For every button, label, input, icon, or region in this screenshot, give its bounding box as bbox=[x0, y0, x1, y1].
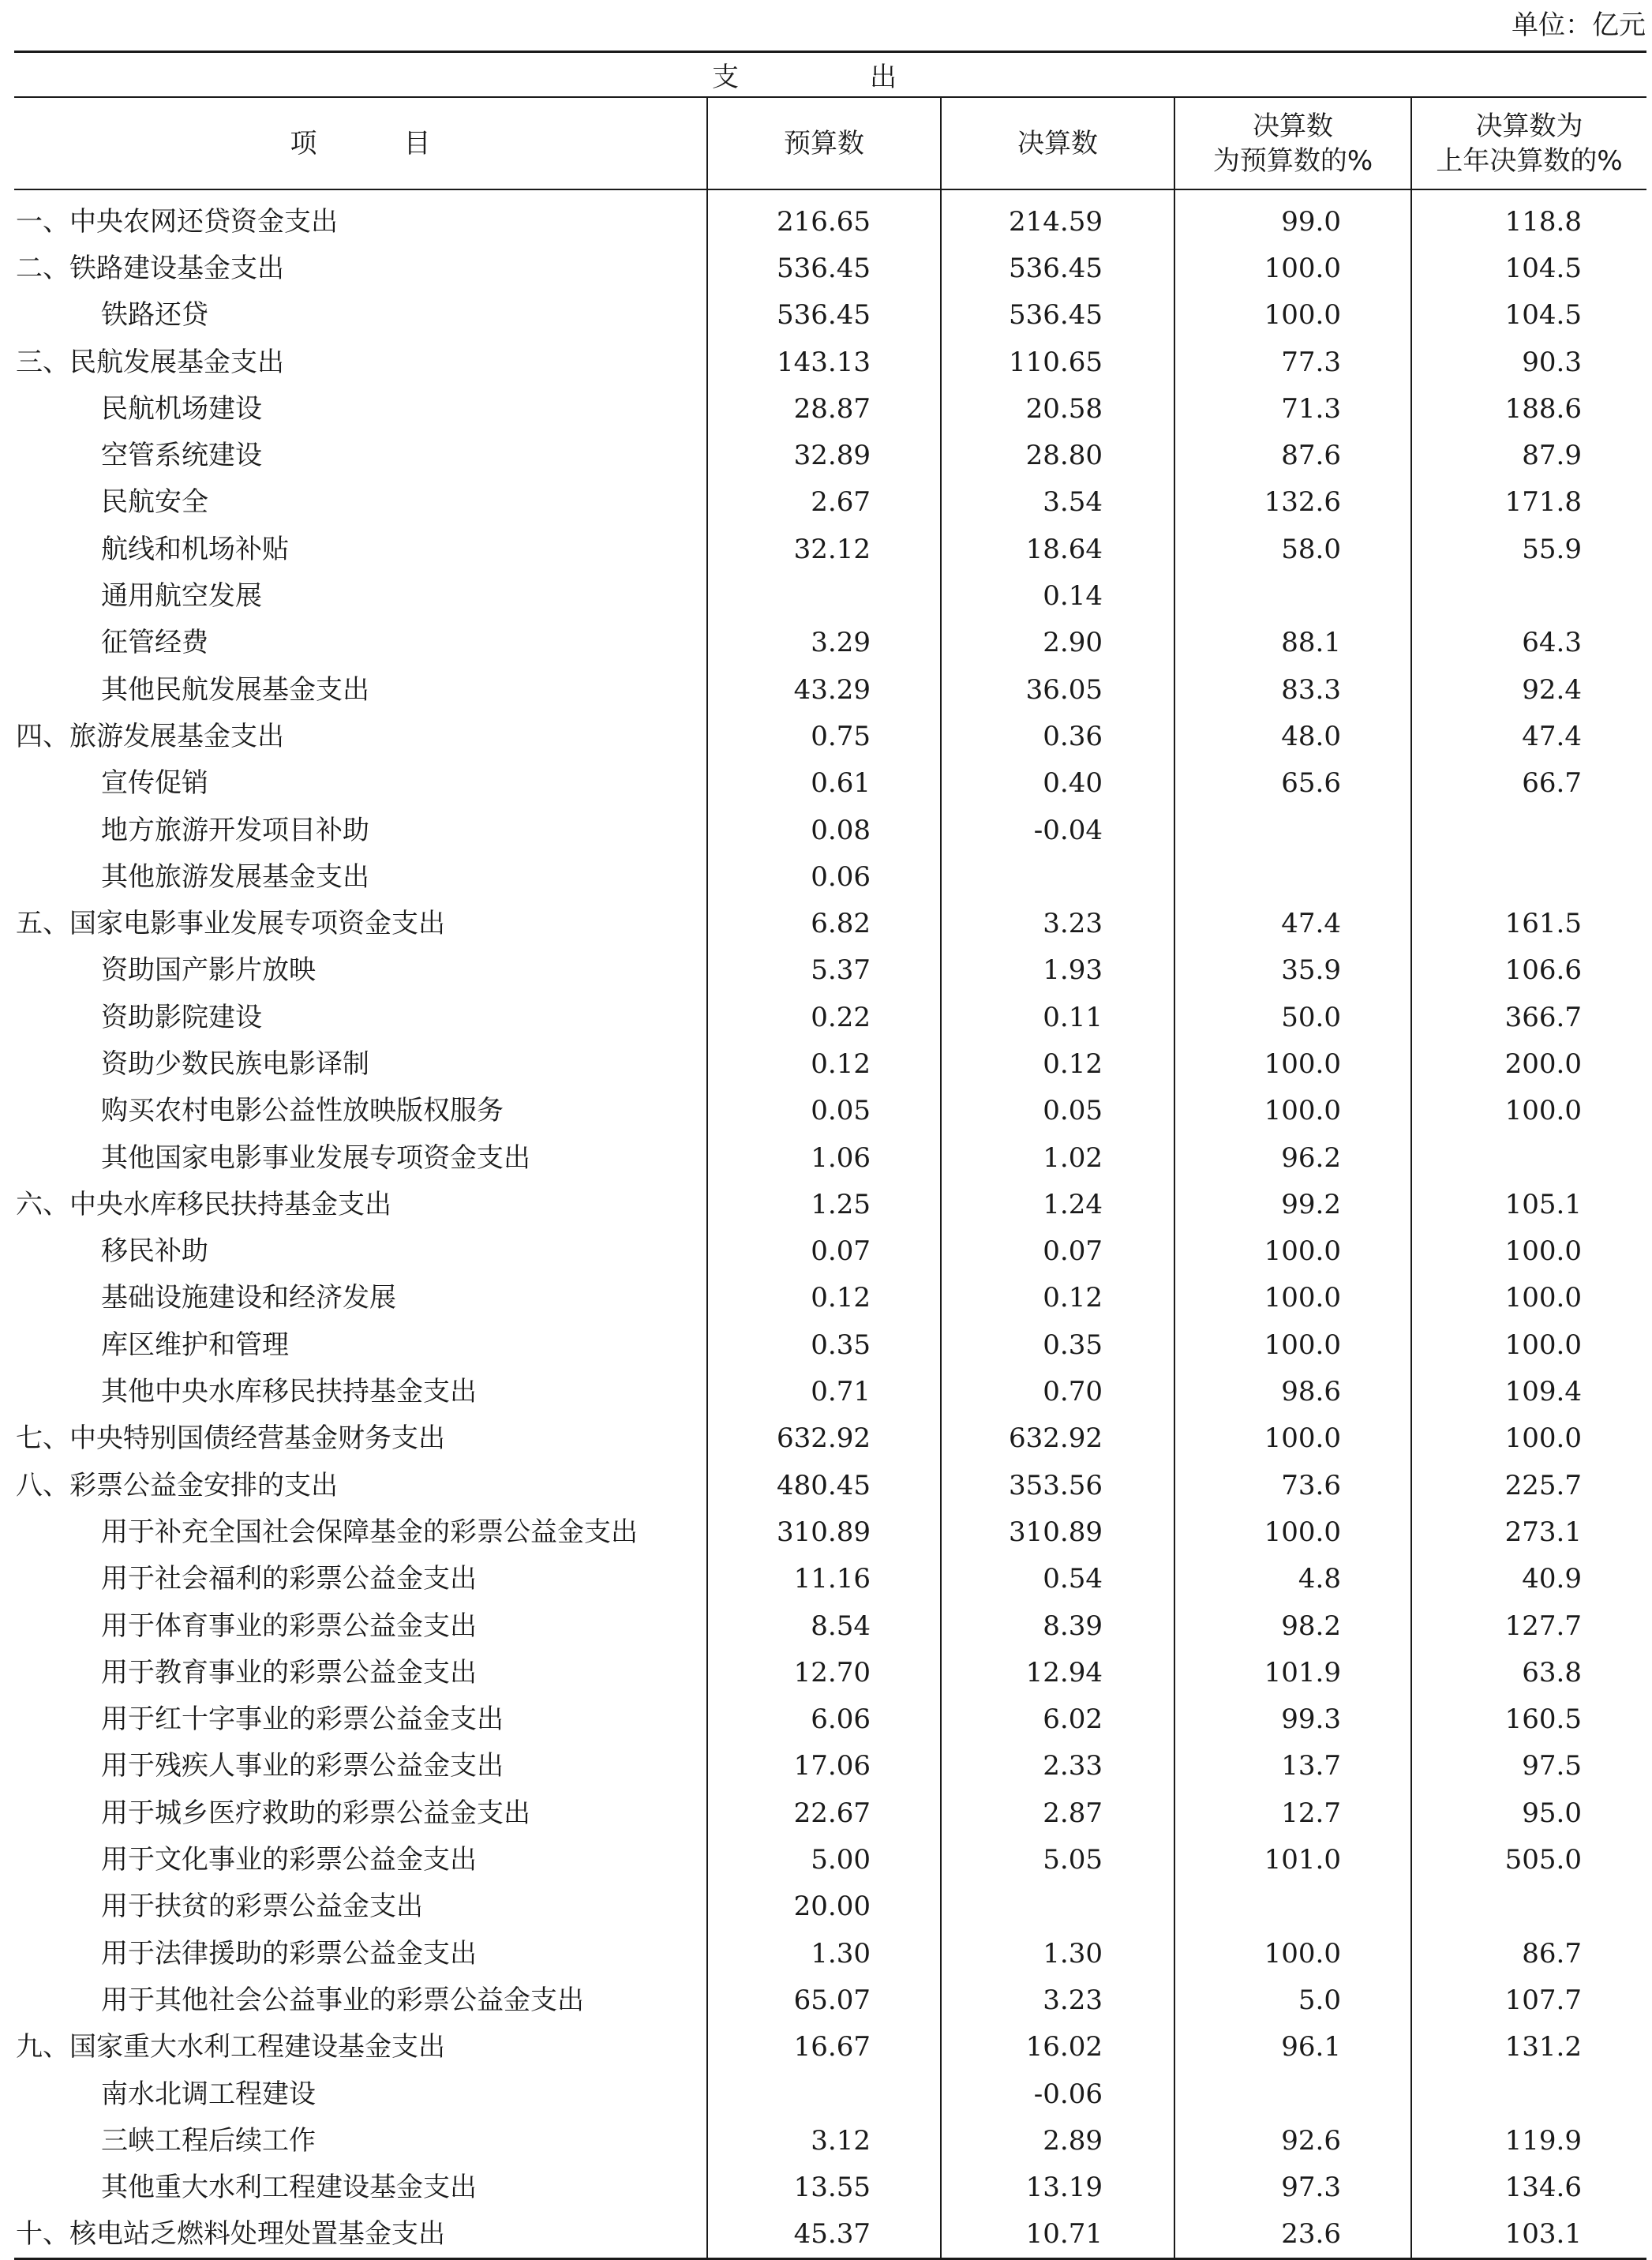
table-row bbox=[14, 1977, 1646, 2023]
table-row bbox=[14, 2024, 1646, 2071]
cell-pct-budget: 88.1 bbox=[1174, 620, 1411, 666]
cell-pct-last-year: 366.7 bbox=[1411, 994, 1646, 1040]
cell-budget: 0.75 bbox=[707, 713, 941, 759]
cell-item: 其他重大水利工程建设基金支出 bbox=[101, 2172, 477, 2204]
cell-item: 用于其他社会公益事业的彩票公益金支出 bbox=[101, 1984, 584, 2016]
cell-final: 0.35 bbox=[941, 1321, 1174, 1368]
table-row bbox=[14, 1368, 1646, 1415]
cell-item: 宣传促销 bbox=[101, 767, 208, 800]
cell-final: 2.90 bbox=[941, 620, 1174, 666]
table-row bbox=[14, 2071, 1646, 2117]
cell-pct-last-year: 100.0 bbox=[1411, 1321, 1646, 1368]
cell-item: 五、国家电影事业发展专项资金支出 bbox=[16, 908, 445, 940]
table-row bbox=[14, 1275, 1646, 1321]
cell-pct-budget: 87.6 bbox=[1174, 432, 1411, 478]
header-final: 决算数 bbox=[941, 97, 1174, 189]
cell-pct-last-year: 105.1 bbox=[1411, 1181, 1646, 1227]
cell-item: 用于教育事业的彩票公益金支出 bbox=[101, 1656, 477, 1688]
cell-pct-budget: 100.0 bbox=[1174, 1415, 1411, 1462]
cell-pct-budget: 35.9 bbox=[1174, 947, 1411, 994]
cell-pct-budget: 73.6 bbox=[1174, 1462, 1411, 1509]
header-pct-budget-line2: 为预算数的% bbox=[1212, 144, 1373, 177]
cell-budget: 0.71 bbox=[707, 1368, 941, 1415]
cell-final: 1.02 bbox=[941, 1134, 1174, 1181]
table-row bbox=[14, 339, 1646, 385]
cell-pct-budget: 99.0 bbox=[1174, 189, 1411, 245]
table-row bbox=[14, 1509, 1646, 1555]
table-row bbox=[14, 994, 1646, 1040]
cell-pct-budget bbox=[1174, 807, 1411, 853]
cell-final: 214.59 bbox=[941, 189, 1174, 245]
unit-label: 单位：亿元 bbox=[1512, 9, 1646, 41]
cell-pct-last-year: 92.4 bbox=[1411, 666, 1646, 713]
cell-item: 空管系统建设 bbox=[101, 440, 262, 472]
cell-item: 南水北调工程建设 bbox=[101, 2078, 316, 2110]
cell-item: 用于法律援助的彩票公益金支出 bbox=[101, 1937, 477, 1970]
cell-pct-last-year bbox=[1411, 572, 1646, 619]
table-row bbox=[14, 620, 1646, 666]
cell-pct-budget: 12.7 bbox=[1174, 1790, 1411, 1836]
cell-final: 28.80 bbox=[941, 432, 1174, 478]
cell-budget: 0.08 bbox=[707, 807, 941, 853]
cell-pct-budget: 98.6 bbox=[1174, 1368, 1411, 1415]
cell-final: 2.87 bbox=[941, 1790, 1174, 1836]
cell-budget: 0.06 bbox=[707, 853, 941, 900]
cell-pct-last-year: 505.0 bbox=[1411, 1836, 1646, 1883]
cell-item: 用于社会福利的彩票公益金支出 bbox=[101, 1563, 477, 1595]
cell-final: 1.93 bbox=[941, 947, 1174, 994]
cell-budget: 32.89 bbox=[707, 432, 941, 478]
table-row bbox=[14, 1696, 1646, 1743]
cell-pct-budget: 100.0 bbox=[1174, 1040, 1411, 1087]
cell-final: 536.45 bbox=[941, 292, 1174, 339]
cell-final: 12.94 bbox=[941, 1649, 1174, 1696]
cell-pct-budget: 99.3 bbox=[1174, 1696, 1411, 1743]
cell-pct-last-year: 90.3 bbox=[1411, 339, 1646, 385]
cell-pct-last-year bbox=[1411, 853, 1646, 900]
cell-final: 536.45 bbox=[941, 245, 1174, 291]
cell-pct-budget: 100.0 bbox=[1174, 1509, 1411, 1555]
cell-budget: 310.89 bbox=[707, 1509, 941, 1555]
cell-pct-budget: 71.3 bbox=[1174, 385, 1411, 432]
cell-item: 航线和机场补贴 bbox=[101, 533, 289, 565]
cell-final: 13.19 bbox=[941, 2164, 1174, 2210]
cell-pct-budget: 65.6 bbox=[1174, 760, 1411, 807]
cell-budget: 17.06 bbox=[707, 1743, 941, 1790]
cell-budget: 0.05 bbox=[707, 1088, 941, 1134]
table-row bbox=[14, 666, 1646, 713]
cell-pct-last-year: 109.4 bbox=[1411, 1368, 1646, 1415]
cell-budget: 0.61 bbox=[707, 760, 941, 807]
cell-final: 0.05 bbox=[941, 1088, 1174, 1134]
header-budget: 预算数 bbox=[707, 97, 941, 189]
table-row bbox=[14, 189, 1646, 245]
cell-pct-budget: 100.0 bbox=[1174, 1930, 1411, 1977]
cell-pct-budget: 101.9 bbox=[1174, 1649, 1411, 1696]
cell-pct-budget: 96.1 bbox=[1174, 2024, 1411, 2071]
cell-pct-last-year: 106.6 bbox=[1411, 947, 1646, 994]
cell-item: 其他国家电影事业发展专项资金支出 bbox=[101, 1141, 530, 1174]
table-row bbox=[14, 1743, 1646, 1790]
cell-budget: 0.12 bbox=[707, 1275, 941, 1321]
table-row bbox=[14, 1556, 1646, 1602]
cell-final: 1.30 bbox=[941, 1930, 1174, 1977]
table-row bbox=[14, 760, 1646, 807]
cell-budget: 45.37 bbox=[707, 2211, 941, 2259]
cell-pct-budget bbox=[1174, 853, 1411, 900]
cell-pct-budget: 77.3 bbox=[1174, 339, 1411, 385]
table-row bbox=[14, 385, 1646, 432]
table-row bbox=[14, 900, 1646, 946]
cell-pct-last-year: 100.0 bbox=[1411, 1415, 1646, 1462]
cell-budget: 1.06 bbox=[707, 1134, 941, 1181]
cell-budget: 5.00 bbox=[707, 1836, 941, 1883]
cell-final: 18.64 bbox=[941, 526, 1174, 572]
cell-item: 民航安全 bbox=[101, 486, 208, 519]
cell-item: 征管经费 bbox=[101, 627, 208, 659]
table-body bbox=[14, 189, 1646, 2259]
cell-pct-budget: 101.0 bbox=[1174, 1836, 1411, 1883]
cell-pct-budget: 100.0 bbox=[1174, 1228, 1411, 1275]
table-row bbox=[14, 2164, 1646, 2210]
table-row bbox=[14, 292, 1646, 339]
cell-pct-last-year: 225.7 bbox=[1411, 1462, 1646, 1509]
cell-final: 36.05 bbox=[941, 666, 1174, 713]
cell-final: 632.92 bbox=[941, 1415, 1174, 1462]
header-pct-budget bbox=[1174, 97, 1411, 189]
cell-budget: 536.45 bbox=[707, 292, 941, 339]
cell-pct-last-year bbox=[1411, 807, 1646, 853]
cell-pct-budget: 47.4 bbox=[1174, 900, 1411, 946]
cell-pct-budget: 58.0 bbox=[1174, 526, 1411, 572]
table-row bbox=[14, 2211, 1646, 2259]
cell-budget: 16.67 bbox=[707, 2024, 941, 2071]
cell-pct-last-year: 100.0 bbox=[1411, 1088, 1646, 1134]
cell-item: 其他民航发展基金支出 bbox=[101, 673, 369, 706]
table-row bbox=[14, 572, 1646, 619]
cell-pct-budget: 13.7 bbox=[1174, 1743, 1411, 1790]
cell-pct-last-year: 47.4 bbox=[1411, 713, 1646, 759]
cell-item: 购买农村电影公益性放映版权服务 bbox=[101, 1095, 504, 1127]
cell-item: 用于文化事业的彩票公益金支出 bbox=[101, 1844, 477, 1876]
cell-pct-last-year: 161.5 bbox=[1411, 900, 1646, 946]
cell-pct-budget: 48.0 bbox=[1174, 713, 1411, 759]
expenditure-table bbox=[14, 51, 1646, 2260]
cell-final: 0.12 bbox=[941, 1275, 1174, 1321]
table-row bbox=[14, 1415, 1646, 1462]
cell-budget: 11.16 bbox=[707, 1556, 941, 1602]
cell-pct-last-year: 127.7 bbox=[1411, 1602, 1646, 1649]
cell-item: 用于红十字事业的彩票公益金支出 bbox=[101, 1703, 504, 1736]
cell-final: 0.14 bbox=[941, 572, 1174, 619]
cell-item: 地方旅游开发项目补助 bbox=[101, 814, 369, 846]
cell-item: 四、旅游发展基金支出 bbox=[16, 720, 284, 752]
cell-final: 3.54 bbox=[941, 479, 1174, 526]
cell-final bbox=[941, 853, 1174, 900]
table-row bbox=[14, 245, 1646, 291]
table-row bbox=[14, 947, 1646, 994]
table-header bbox=[14, 52, 1646, 190]
cell-pct-last-year: 95.0 bbox=[1411, 1790, 1646, 1836]
table-row bbox=[14, 807, 1646, 853]
cell-budget: 480.45 bbox=[707, 1462, 941, 1509]
cell-budget: 0.22 bbox=[707, 994, 941, 1040]
table-row bbox=[14, 1602, 1646, 1649]
cell-item: 二、铁路建设基金支出 bbox=[16, 252, 284, 284]
cell-budget: 2.67 bbox=[707, 479, 941, 526]
cell-budget: 8.54 bbox=[707, 1602, 941, 1649]
cell-budget bbox=[707, 572, 941, 619]
cell-final: 20.58 bbox=[941, 385, 1174, 432]
cell-pct-last-year: 87.9 bbox=[1411, 432, 1646, 478]
table-row bbox=[14, 713, 1646, 759]
cell-pct-budget: 23.6 bbox=[1174, 2211, 1411, 2259]
cell-item: 九、国家重大水利工程建设基金支出 bbox=[16, 2031, 445, 2063]
cell-pct-budget: 100.0 bbox=[1174, 1088, 1411, 1134]
table-row bbox=[14, 2117, 1646, 2164]
cell-pct-budget bbox=[1174, 2071, 1411, 2117]
cell-budget: 22.67 bbox=[707, 1790, 941, 1836]
cell-pct-budget: 98.2 bbox=[1174, 1602, 1411, 1649]
header-pct-budget-line1: 决算数 bbox=[1253, 110, 1333, 142]
cell-pct-last-year: 171.8 bbox=[1411, 479, 1646, 526]
cell-pct-budget: 100.0 bbox=[1174, 1321, 1411, 1368]
cell-final: 110.65 bbox=[941, 339, 1174, 385]
cell-pct-last-year: 160.5 bbox=[1411, 1696, 1646, 1743]
table-row bbox=[14, 1134, 1646, 1181]
cell-pct-last-year: 104.5 bbox=[1411, 245, 1646, 291]
cell-budget: 12.70 bbox=[707, 1649, 941, 1696]
table-row bbox=[14, 1930, 1646, 1977]
cell-pct-last-year: 86.7 bbox=[1411, 1930, 1646, 1977]
cell-final bbox=[941, 1883, 1174, 1930]
cell-budget: 28.87 bbox=[707, 385, 941, 432]
cell-item: 用于扶贫的彩票公益金支出 bbox=[101, 1891, 423, 1923]
cell-item: 用于城乡医疗救助的彩票公益金支出 bbox=[101, 1797, 530, 1829]
cell-item: 铁路还贷 bbox=[101, 299, 208, 332]
cell-pct-last-year: 66.7 bbox=[1411, 760, 1646, 807]
table-row bbox=[14, 853, 1646, 900]
table-row bbox=[14, 1088, 1646, 1134]
cell-budget: 6.06 bbox=[707, 1696, 941, 1743]
cell-item: 三、民航发展基金支出 bbox=[16, 346, 284, 378]
cell-pct-last-year: 200.0 bbox=[1411, 1040, 1646, 1087]
cell-budget: 216.65 bbox=[707, 189, 941, 245]
cell-item: 六、中央水库移民扶持基金支出 bbox=[16, 1188, 391, 1220]
cell-item: 用于残疾人事业的彩票公益金支出 bbox=[101, 1750, 504, 1782]
table-row bbox=[14, 1321, 1646, 1368]
cell-pct-budget: 99.2 bbox=[1174, 1181, 1411, 1227]
cell-final: 8.39 bbox=[941, 1602, 1174, 1649]
cell-item: 八、彩票公益金安排的支出 bbox=[16, 1469, 338, 1501]
cell-item: 用于补充全国社会保障基金的彩票公益金支出 bbox=[101, 1516, 638, 1548]
cell-budget: 0.07 bbox=[707, 1228, 941, 1275]
cell-pct-last-year: 100.0 bbox=[1411, 1275, 1646, 1321]
cell-item: 库区维护和管理 bbox=[101, 1329, 289, 1361]
cell-item: 七、中央特别国债经营基金财务支出 bbox=[16, 1422, 445, 1455]
cell-budget: 13.55 bbox=[707, 2164, 941, 2210]
cell-budget: 65.07 bbox=[707, 1977, 941, 2023]
cell-item: 基础设施建设和经济发展 bbox=[101, 1282, 396, 1314]
cell-pct-last-year: 64.3 bbox=[1411, 620, 1646, 666]
cell-pct-last-year: 118.8 bbox=[1411, 189, 1646, 245]
table-row bbox=[14, 1228, 1646, 1275]
cell-pct-last-year bbox=[1411, 1134, 1646, 1181]
cell-item: 民航机场建设 bbox=[101, 392, 262, 425]
cell-budget: 0.12 bbox=[707, 1040, 941, 1087]
cell-final: 2.89 bbox=[941, 2117, 1174, 2164]
header-pct-last-year-line2: 上年决算数的% bbox=[1436, 144, 1623, 177]
cell-final: 0.40 bbox=[941, 760, 1174, 807]
cell-final: 310.89 bbox=[941, 1509, 1174, 1555]
cell-budget: 536.45 bbox=[707, 245, 941, 291]
cell-final: 3.23 bbox=[941, 1977, 1174, 2023]
cell-final: 0.11 bbox=[941, 994, 1174, 1040]
cell-pct-last-year: 119.9 bbox=[1411, 2117, 1646, 2164]
cell-pct-last-year: 104.5 bbox=[1411, 292, 1646, 339]
cell-pct-last-year: 97.5 bbox=[1411, 1743, 1646, 1790]
cell-item: 其他中央水库移民扶持基金支出 bbox=[101, 1376, 477, 1408]
cell-final: 1.24 bbox=[941, 1181, 1174, 1227]
cell-budget bbox=[707, 2071, 941, 2117]
cell-item: 用于体育事业的彩票公益金支出 bbox=[101, 1610, 477, 1642]
cell-final: 0.07 bbox=[941, 1228, 1174, 1275]
cell-budget: 43.29 bbox=[707, 666, 941, 713]
table-row bbox=[14, 479, 1646, 526]
table-row bbox=[14, 1883, 1646, 1930]
cell-pct-last-year: 273.1 bbox=[1411, 1509, 1646, 1555]
cell-item: 三峡工程后续工作 bbox=[101, 2124, 316, 2157]
cell-pct-last-year: 63.8 bbox=[1411, 1649, 1646, 1696]
cell-item: 资助影院建设 bbox=[101, 1001, 262, 1033]
cell-final: 0.54 bbox=[941, 1556, 1174, 1602]
table-row bbox=[14, 1462, 1646, 1509]
cell-item: 十、核电站乏燃料处理处置基金支出 bbox=[14, 2211, 707, 2259]
section-title: 支 出 bbox=[14, 52, 1646, 98]
cell-item: 资助少数民族电影译制 bbox=[101, 1048, 369, 1080]
cell-final: -0.06 bbox=[941, 2071, 1174, 2117]
table-row bbox=[14, 432, 1646, 478]
cell-final: 0.70 bbox=[941, 1368, 1174, 1415]
table-row bbox=[14, 1790, 1646, 1836]
cell-budget: 32.12 bbox=[707, 526, 941, 572]
cell-pct-last-year: 134.6 bbox=[1411, 2164, 1646, 2210]
cell-pct-budget: 96.2 bbox=[1174, 1134, 1411, 1181]
table-row bbox=[14, 1836, 1646, 1883]
cell-pct-budget: 100.0 bbox=[1174, 292, 1411, 339]
cell-pct-last-year: 188.6 bbox=[1411, 385, 1646, 432]
cell-final: 10.71 bbox=[941, 2211, 1174, 2259]
cell-final: 5.05 bbox=[941, 1836, 1174, 1883]
cell-pct-budget: 4.8 bbox=[1174, 1556, 1411, 1602]
cell-final: 0.12 bbox=[941, 1040, 1174, 1087]
cell-item: 一、中央农网还贷资金支出 bbox=[16, 205, 338, 238]
table-row bbox=[14, 1040, 1646, 1087]
cell-budget: 632.92 bbox=[707, 1415, 941, 1462]
cell-item: 资助国产影片放映 bbox=[101, 954, 316, 987]
cell-final: 0.36 bbox=[941, 713, 1174, 759]
cell-pct-last-year bbox=[1411, 1883, 1646, 1930]
cell-budget: 3.29 bbox=[707, 620, 941, 666]
table-row bbox=[14, 1649, 1646, 1696]
cell-pct-budget: 100.0 bbox=[1174, 1275, 1411, 1321]
cell-budget: 0.35 bbox=[707, 1321, 941, 1368]
cell-final: 2.33 bbox=[941, 1743, 1174, 1790]
cell-final: -0.04 bbox=[941, 807, 1174, 853]
cell-item: 通用航空发展 bbox=[101, 580, 262, 613]
cell-pct-last-year: 100.0 bbox=[1411, 1228, 1646, 1275]
cell-item: 移民补助 bbox=[101, 1235, 208, 1268]
cell-pct-budget: 97.3 bbox=[1174, 2164, 1411, 2210]
cell-budget: 5.37 bbox=[707, 947, 941, 994]
cell-pct-last-year: 40.9 bbox=[1411, 1556, 1646, 1602]
cell-budget: 143.13 bbox=[707, 339, 941, 385]
header-item: 项目 bbox=[14, 97, 707, 189]
cell-budget: 6.82 bbox=[707, 900, 941, 946]
table-row bbox=[14, 526, 1646, 572]
cell-pct-last-year: 103.1 bbox=[1411, 2211, 1646, 2259]
cell-pct-last-year: 131.2 bbox=[1411, 2024, 1646, 2071]
cell-pct-budget: 92.6 bbox=[1174, 2117, 1411, 2164]
header-pct-last-year bbox=[1411, 97, 1646, 189]
cell-pct-last-year bbox=[1411, 2071, 1646, 2117]
cell-pct-budget bbox=[1174, 572, 1411, 619]
cell-item: 其他旅游发展基金支出 bbox=[101, 860, 369, 893]
cell-budget: 20.00 bbox=[707, 1883, 941, 1930]
cell-pct-budget: 50.0 bbox=[1174, 994, 1411, 1040]
cell-pct-budget: 132.6 bbox=[1174, 479, 1411, 526]
cell-final: 16.02 bbox=[941, 2024, 1174, 2071]
cell-pct-budget: 5.0 bbox=[1174, 1977, 1411, 2023]
cell-final: 353.56 bbox=[941, 1462, 1174, 1509]
cell-pct-budget: 83.3 bbox=[1174, 666, 1411, 713]
cell-budget: 1.30 bbox=[707, 1930, 941, 1977]
cell-budget: 3.12 bbox=[707, 2117, 941, 2164]
cell-pct-budget: 100.0 bbox=[1174, 245, 1411, 291]
cell-pct-last-year: 107.7 bbox=[1411, 1977, 1646, 2023]
cell-pct-budget bbox=[1174, 1883, 1411, 1930]
cell-final: 3.23 bbox=[941, 900, 1174, 946]
table-row bbox=[14, 1181, 1646, 1227]
cell-final: 6.02 bbox=[941, 1696, 1174, 1743]
header-pct-last-year-line1: 决算数为 bbox=[1475, 110, 1583, 142]
cell-pct-last-year: 55.9 bbox=[1411, 526, 1646, 572]
cell-budget: 1.25 bbox=[707, 1181, 941, 1227]
